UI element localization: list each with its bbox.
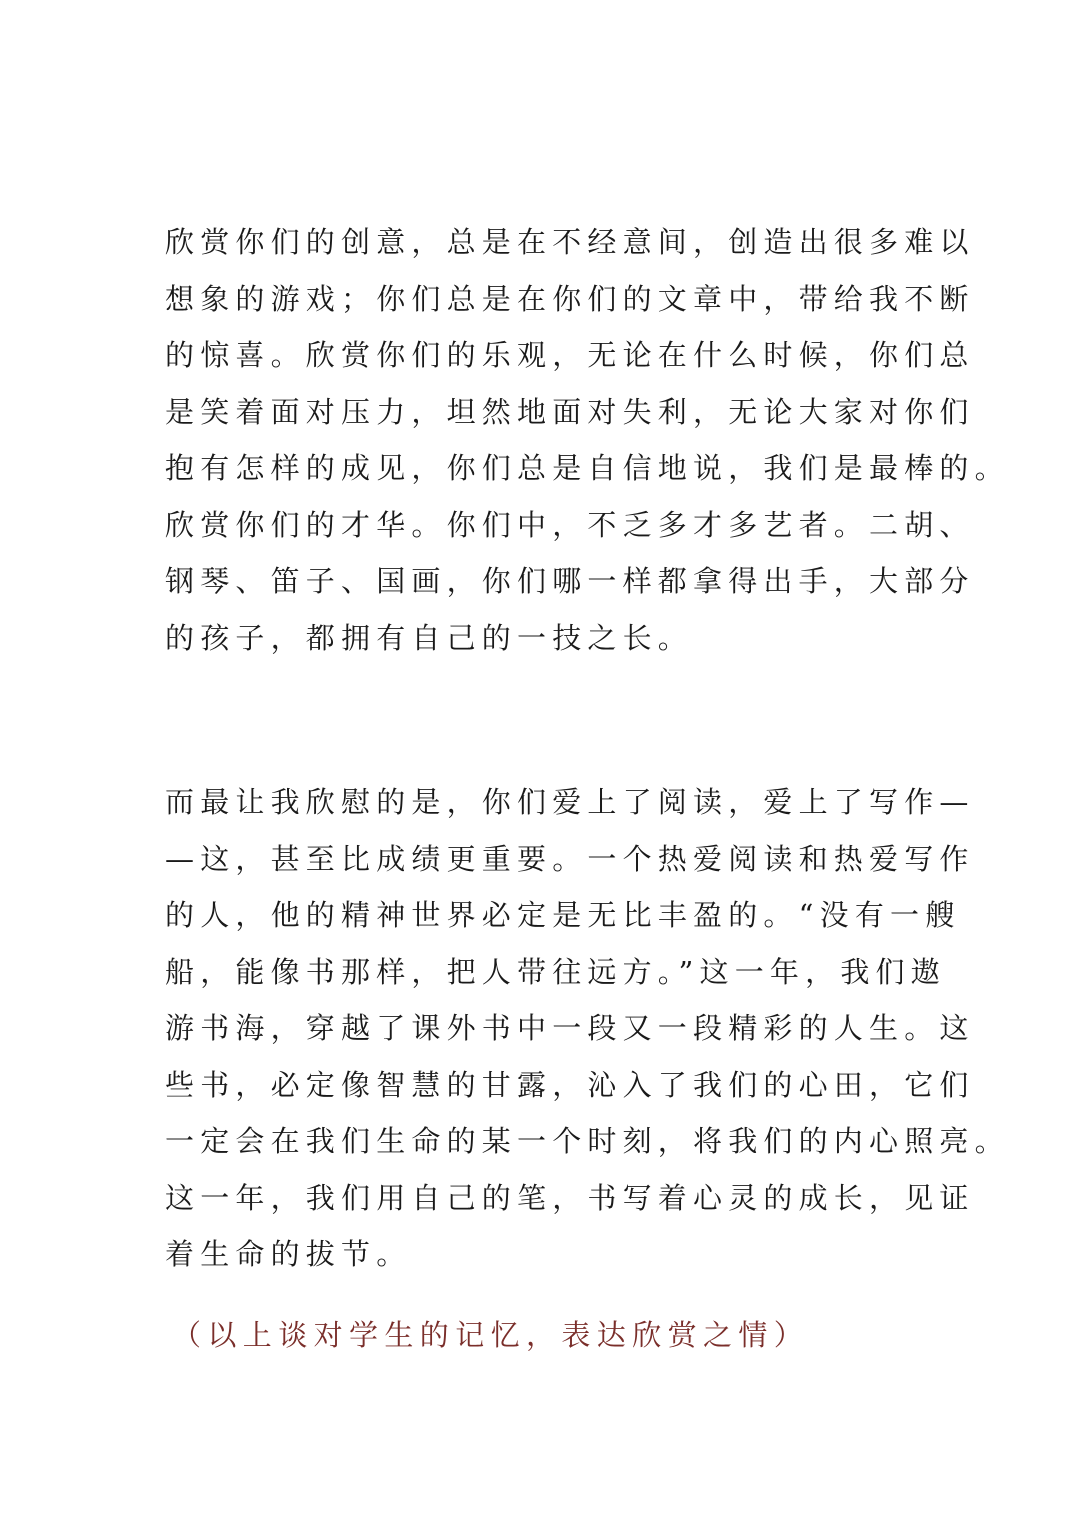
paragraph-appreciation: [165, 214, 1010, 666]
paragraph-line: 的人，他的精神世界必定是无比丰盈的。“没有一艘: [165, 898, 961, 932]
paragraph-line: 一定会在我们生命的某一个时刻，将我们的内心照亮。: [165, 1124, 1010, 1158]
paragraph-line: —这，甚至比成绩更重要。一个热爱阅读和热爱写作: [165, 841, 975, 876]
paragraph-reading-writing: [165, 774, 1010, 1283]
paragraph-line: 抱有怎样的成见，你们总是自信地说，我们是最棒的。: [165, 451, 1010, 485]
paragraph-line: 游书海，穿越了课外书中一段又一段精彩的人生。这: [165, 1011, 975, 1045]
paragraph-line: 欣赏你们的才华。你们中，不乏多才多艺者。二胡、: [165, 507, 975, 542]
paragraph-line: 欣赏你们的创意，总是在不经意间，创造出很多难以: [165, 225, 975, 259]
paragraph-line: 的惊喜。欣赏你们的乐观，无论在什么时候，你们总: [165, 338, 975, 372]
paragraph-line: 是笑着面对压力，坦然地面对失利，无论大家对你们: [165, 394, 975, 429]
paragraph-line: 些书，必定像智慧的甘露，沁入了我们的心田，它们: [165, 1067, 975, 1102]
paragraph-line: 船，能像书那样，把人带往远方。”这一年，我们遨: [165, 954, 946, 989]
paragraph-line: 钢琴、笛子、国画，你们哪一样都拿得出手，大部分: [165, 564, 975, 598]
paragraph-line: 着生命的拔节。: [165, 1237, 412, 1271]
annotation-note: （以上谈对学生的记忆，表达欣赏之情）: [172, 1318, 810, 1352]
paragraph-line: 这一年，我们用自己的笔，书写着心灵的成长，见证: [165, 1180, 975, 1215]
paragraph-line: 想象的游戏；你们总是在你们的文章中，带给我不断: [165, 281, 975, 316]
paragraph-line: 而最让我欣慰的是，你们爱上了阅读，爱上了写作—: [165, 785, 975, 819]
paragraph-line: 的孩子，都拥有自己的一技之长。: [165, 620, 694, 655]
